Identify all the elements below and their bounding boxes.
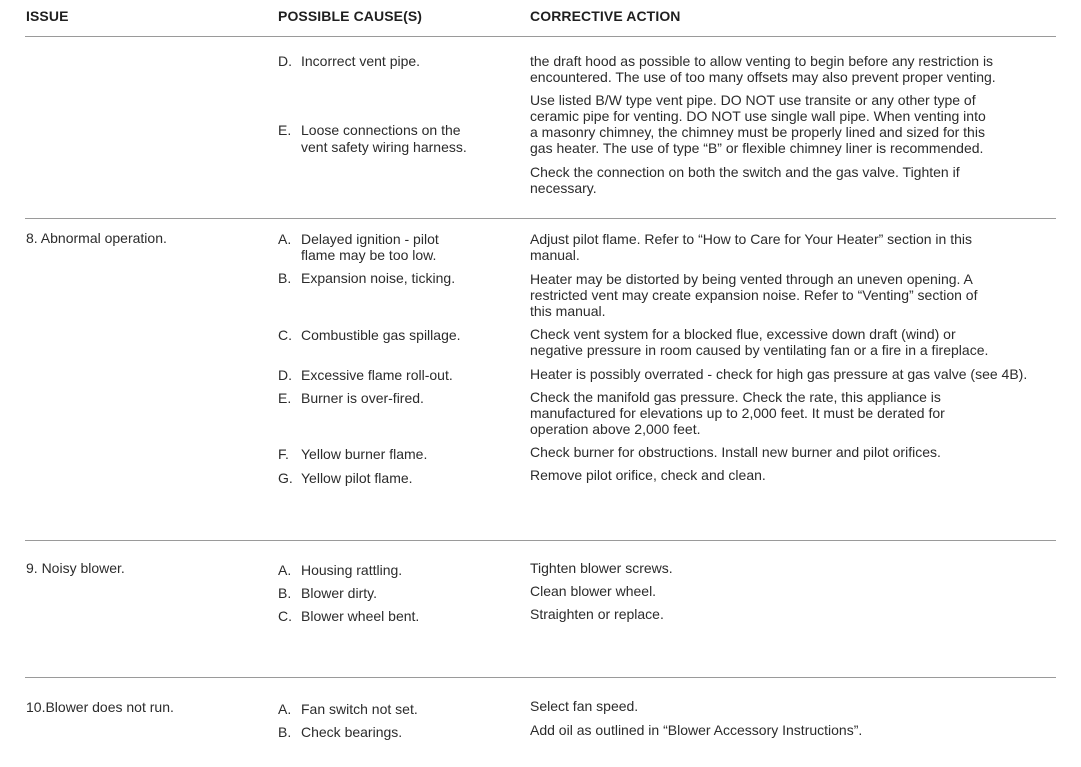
cause-letter: B. xyxy=(278,270,292,286)
issue-8: 8. Abnormal operation. xyxy=(26,230,167,246)
action-8e xyxy=(530,389,945,437)
cause-10a xyxy=(278,701,418,717)
action-9a: Tighten blower screws. xyxy=(530,560,673,576)
action-8c xyxy=(530,326,988,358)
cause-text: Check bearings. xyxy=(301,724,403,740)
cause-letter: A. xyxy=(278,562,292,578)
cause-8b xyxy=(278,270,455,286)
section-divider xyxy=(25,677,1056,678)
cause-letter: A. xyxy=(278,701,292,717)
cause-letter: A. xyxy=(278,231,292,247)
cause-text: Yellow burner flame. xyxy=(301,446,428,462)
action-line: this manual. xyxy=(530,303,606,319)
cause-10b xyxy=(278,724,402,740)
action-8a xyxy=(530,231,972,263)
action-line: manufactured for elevations up to 2,000 feet. It must be derated for xyxy=(530,405,945,421)
action-line: manual. xyxy=(530,247,580,263)
action-line: Heater may be distorted by being vented through an uneven opening. A xyxy=(530,271,973,287)
cause-text: Combustible gas spillage. xyxy=(301,327,461,343)
action-line: Check the manifold gas pressure. Check the rate, this appliance is xyxy=(530,389,941,405)
cause-text: Loose connections on the xyxy=(301,122,461,138)
action-line: Check vent system for a blocked flue, excessive down draft (wind) or xyxy=(530,326,956,342)
action-line: necessary. xyxy=(530,180,597,196)
action-8d xyxy=(530,366,1027,382)
cause-letter: F. xyxy=(278,446,289,462)
cause-8f xyxy=(278,446,427,462)
action-line: gas heater. The use of type “B” or flexible chimney liner is recommended. xyxy=(530,140,984,156)
action-line: a masonry chimney, the chimney must be properly lined and sized for this xyxy=(530,124,985,140)
action-line: restricted vent may create expansion noise. Refer to “Venting” section of xyxy=(530,287,978,303)
cause-text: Housing rattling. xyxy=(301,562,403,578)
action-line: operation above 2,000 feet. xyxy=(530,421,701,437)
action-10b: Add oil as outlined in “Blower Accessory Instructions”. xyxy=(530,722,863,738)
action-7d-continued xyxy=(530,53,996,85)
action-8g xyxy=(530,467,766,483)
issue-9: 9. Noisy blower. xyxy=(26,560,125,576)
action-line: the draft hood as possible to allow venting to begin before any restriction is xyxy=(530,53,994,69)
action-7e xyxy=(530,164,960,196)
action-9b: Clean blower wheel. xyxy=(530,583,657,599)
cause-8c xyxy=(278,327,461,343)
cause-text: Blower wheel bent. xyxy=(301,608,420,624)
cause-letter: B. xyxy=(278,724,292,740)
action-8b xyxy=(530,271,977,319)
action-line: negative pressure in room caused by ventilating fan or a fire in a fireplace. xyxy=(530,342,989,358)
action-line: Heater is possibly overrated - check for high gas pressure at gas valve (see 4B). xyxy=(530,366,1028,382)
action-9c: Straighten or replace. xyxy=(530,606,664,622)
cause-letter: C. xyxy=(278,608,292,624)
cause-9a xyxy=(278,562,402,578)
cause-7e xyxy=(278,122,467,155)
cause-8e xyxy=(278,390,424,406)
cause-text-continued: vent safety wiring harness. xyxy=(301,139,467,155)
header-issue: ISSUE xyxy=(26,8,69,24)
section-divider xyxy=(25,540,1056,541)
action-line: Remove pilot orifice, check and clean. xyxy=(530,467,766,483)
cause-text: Burner is over-fired. xyxy=(301,390,424,406)
cause-7d xyxy=(278,53,420,69)
action-7d-vent-pipe xyxy=(530,92,986,156)
cause-text: Delayed ignition - pilot xyxy=(301,231,439,247)
section-divider xyxy=(25,218,1056,219)
cause-letter: D. xyxy=(278,367,292,383)
cause-text: Incorrect vent pipe. xyxy=(301,53,421,69)
cause-8d xyxy=(278,367,453,383)
action-line: Check the connection on both the switch and the gas valve. Tighten if xyxy=(530,164,960,180)
cause-text: Fan switch not set. xyxy=(301,701,418,717)
issue-10: 10.Blower does not run. xyxy=(26,699,174,715)
header-possible-causes: POSSIBLE CAUSE(S) xyxy=(278,8,423,24)
action-10a: Select fan speed. xyxy=(530,698,639,714)
action-line: Check burner for obstructions. Install new burner and pilot orifices. xyxy=(530,444,941,460)
cause-letter: D. xyxy=(278,53,292,69)
cause-text: Expansion noise, ticking. xyxy=(301,270,456,286)
cause-text: Yellow pilot flame. xyxy=(301,470,413,486)
cause-text-continued: flame may be too low. xyxy=(301,247,437,263)
cause-9b xyxy=(278,585,377,601)
cause-9c xyxy=(278,608,419,624)
action-8f xyxy=(530,444,941,460)
cause-letter: E. xyxy=(278,390,292,406)
action-line: encountered. The use of too many offsets may also prevent proper venting. xyxy=(530,69,996,85)
cause-letter: E. xyxy=(278,122,292,138)
action-line: Use listed B/W type vent pipe. DO NOT use transite or any other type of xyxy=(530,92,976,108)
cause-letter: B. xyxy=(278,585,292,601)
header-divider xyxy=(25,36,1056,37)
cause-8g xyxy=(278,470,413,486)
cause-text: Excessive flame roll-out. xyxy=(301,367,453,383)
action-line: Adjust pilot flame. Refer to “How to Care for Your Heater” section in this xyxy=(530,231,972,247)
header-corrective-action: CORRECTIVE ACTION xyxy=(530,8,681,24)
cause-text: Blower dirty. xyxy=(301,585,377,601)
cause-8a xyxy=(278,231,439,263)
cause-letter: C. xyxy=(278,327,292,343)
action-line: ceramic pipe for venting. DO NOT use single wall pipe. When venting into xyxy=(530,108,986,124)
cause-letter: G. xyxy=(278,470,293,486)
